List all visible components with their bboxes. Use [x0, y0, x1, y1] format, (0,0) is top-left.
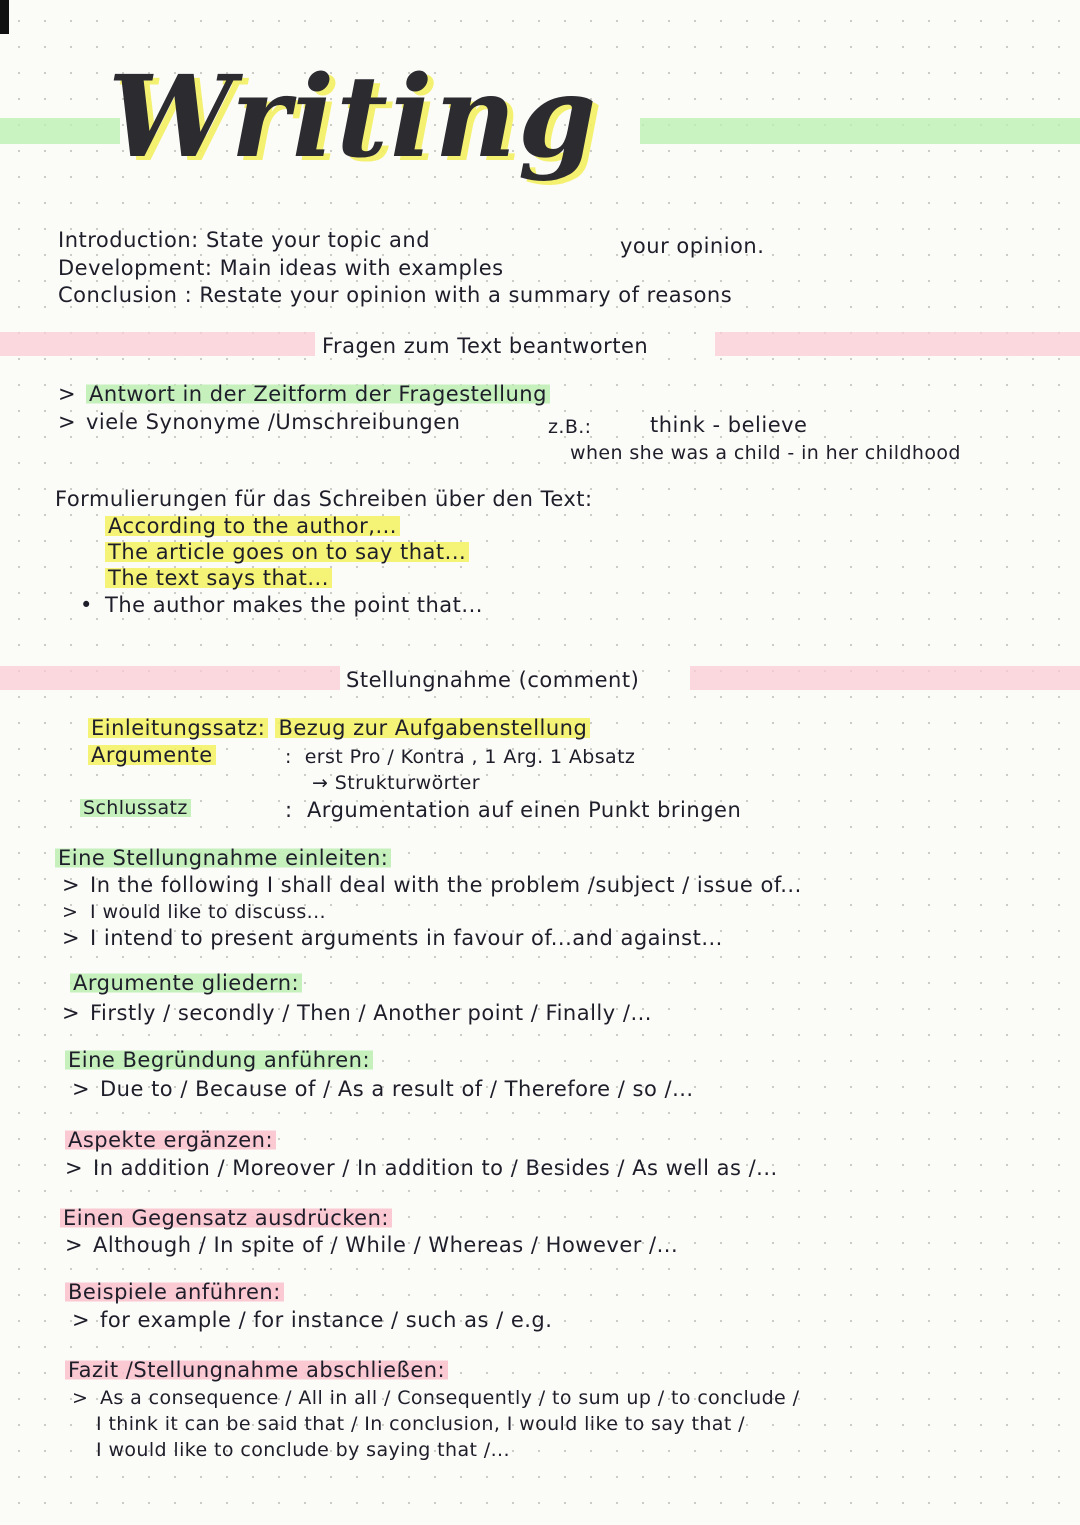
argumente-text: : erst Pro / Kontra , 1 Arg. 1 Absatz — [285, 746, 636, 768]
intro-label: Introduction: — [58, 228, 199, 252]
stellung-bar-right — [690, 666, 1080, 690]
formulierung-item-1: According to the author,... — [105, 514, 400, 538]
fazit-heading: Fazit /Stellungnahme abschließen: — [65, 1358, 448, 1382]
aspekte-text: > In addition / Moreover / In addition to / Besides / As well as /... — [65, 1156, 778, 1180]
formulierung-item-3: The text says that... — [105, 566, 332, 590]
gliedern-text: > Firstly / secondly / Then / Another point / Finally /... — [62, 1001, 652, 1025]
stellung-bar-left — [0, 666, 340, 690]
intro-line — [58, 228, 430, 252]
stellung-heading: Stellungnahme (comment) — [346, 668, 640, 692]
argumente-sub: → Strukturwörter — [312, 772, 480, 794]
page-title: Writing — [108, 52, 599, 183]
dev-text: Main ideas with examples — [219, 256, 504, 280]
concl-label: Conclusion : — [58, 283, 193, 307]
gliedern-heading: Argumente gliedern: — [70, 971, 302, 995]
fragen-heading: Fragen zum Text beantworten — [322, 334, 649, 358]
fragen-example-1: think - believe — [650, 413, 808, 437]
aspekte-heading: Aspekte ergänzen: — [65, 1128, 276, 1152]
einleitung-line — [88, 716, 590, 740]
intro-tail: your opinion. — [620, 234, 765, 258]
einleiten-item-1: > In the following I shall deal with the problem /subject / issue of... — [62, 873, 802, 897]
fragen-bullet-1-text: Antwort in der Zeitform der Fragestellung — [86, 382, 550, 406]
fazit-line-3: I would like to conclude by saying that /... — [96, 1439, 510, 1461]
development-line — [58, 256, 504, 280]
gegensatz-heading: Einen Gegensatz ausdrücken: — [60, 1206, 392, 1230]
fazit-line-1: > As a consequence / All in all / Consequently / to sum up / to conclude / — [72, 1387, 800, 1409]
fragen-example-2: when she was a child - in her childhood — [570, 442, 961, 464]
formulierung-item-2: The article goes on to say that... — [105, 540, 469, 564]
concl-text: Restate your opinion with a summary of reasons — [199, 283, 733, 307]
argumente-label: Argumente — [88, 743, 216, 767]
formulierungen-heading: Formulierungen für das Schreiben über den Text: — [55, 487, 593, 511]
formulierung-item-4: • The author makes the point that... — [80, 593, 483, 617]
schluss-text: : Argumentation auf einen Punkt bringen — [285, 798, 742, 822]
intro-text: State your topic and — [205, 228, 431, 252]
beispiele-text: > for example / for instance / such as / e.g. — [72, 1308, 553, 1332]
dev-label: Development: — [58, 256, 213, 280]
fazit-line-2: I think it can be said that / In conclusion, I would like to say that / — [96, 1413, 745, 1435]
einleiten-item-3: > I intend to present arguments in favour of...and against... — [62, 926, 723, 950]
einleitung-text: Bezug zur Aufgabenstellung — [275, 716, 590, 740]
fragen-bullet-2: > viele Synonyme /Umschreibungen — [58, 410, 461, 434]
fragen-zb: z.B.: — [548, 416, 592, 438]
fragen-bar-right — [715, 332, 1080, 356]
gegensatz-text: > Although / In spite of / While / Whereas / However /... — [65, 1233, 679, 1257]
fragen-bullet-1: > Antwort in der Zeitform der Fragestellung — [58, 382, 550, 406]
title-bar-left — [0, 118, 120, 144]
begruendung-text: > Due to / Because of / As a result of / Therefore / so /... — [72, 1077, 694, 1101]
einleiten-item-2: > I would like to discuss... — [62, 901, 326, 923]
conclusion-line — [58, 283, 732, 307]
schluss-label: Schlussatz — [80, 797, 191, 819]
einleitung-label: Einleitungssatz: — [88, 716, 268, 740]
einleiten-heading: Eine Stellungnahme einleiten: — [55, 846, 391, 870]
title-bar-right — [640, 118, 1080, 144]
fragen-bullet-2-text: viele Synonyme /Umschreibungen — [86, 410, 461, 434]
beispiele-heading: Beispiele anführen: — [65, 1280, 284, 1304]
fragen-bar-left — [0, 332, 315, 356]
begruendung-heading: Eine Begründung anführen: — [65, 1048, 373, 1072]
scan-corner — [0, 0, 9, 34]
